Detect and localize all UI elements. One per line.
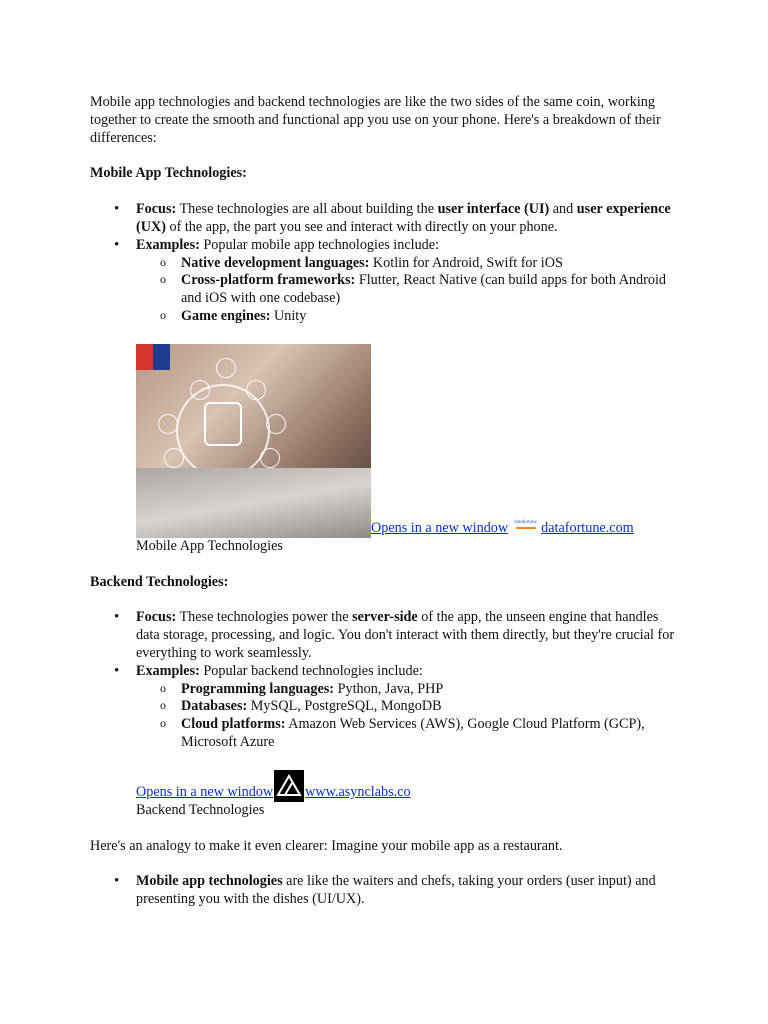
backend-caption: Backend Technologies [136,801,265,818]
mobile-heading: Mobile App Technologies: [90,165,247,182]
code-icon [216,358,236,378]
backend-image-link[interactable]: Opens in a new window [136,783,274,800]
list-item: o Cross-platform frameworks: Flutter, React Native (can build apps for both Android and iOS with one codebase) [181,272,680,308]
mobile-app-image[interactable] [136,344,371,538]
mobile-caption: Mobile App Technologies [136,537,283,554]
list-item: o Cloud platforms: Amazon Web Services (AWS), Google Cloud Platform (GCP), Microsoft Azure [181,716,680,752]
mobile-list [90,201,680,326]
document-page [90,94,680,927]
mobile-image-link[interactable]: Opens in a new window [371,519,509,536]
grid-icon [260,448,280,468]
backend-list [90,609,680,751]
analogy-item-label: Mobile app technologies [136,873,283,890]
laptop-shape [136,468,371,538]
mobile-focus-item: • Focus: These technologies are all about building the user interface (UI) and user experience (UX) of the app, the part you see and interact with directly on your phone. [136,201,680,237]
mobile-figure [90,344,680,556]
backend-focus-item: • Focus: These technologies power the server-side of the app, the unseen engine that handles data storage, processing, and logic. You don't interact with them directly, but they're crucial for everything to work seamlessly. [136,609,680,662]
backend-source-link[interactable]: www.asynclabs.co [305,783,411,800]
datafortune-logo-icon: datafortune [514,520,538,532]
mobile-examples-label: Examples: [136,236,200,253]
backend-figure [90,770,680,820]
asynclabs-logo-icon[interactable] [274,770,304,802]
list-item: o Databases: MySQL, PostgreSQL, MongoDB [181,698,680,716]
list-item: o Native development languages: Kotlin for Android, Swift for iOS [181,255,680,273]
mobile-examples-sublist [136,255,680,326]
logo-badge-icon [136,344,170,370]
intro-paragraph: Mobile app technologies and backend technologies are like the two sides of the same coin, working together to create the smooth and functional app you use on your phone. Here's a breakdown of their differences: [90,94,661,146]
mobile-examples-item: • Examples: Popular mobile app technologies include: o Native development languages: Kotlin for Android, Swift for iOS o Cross-platform frameworks: Flutter, React Native (can build apps for both Android and iOS with one codebase) o Game engines: Unity [136,237,680,326]
backend-heading: Backend Technologies: [90,573,229,590]
backend-examples-label: Examples: [136,662,200,679]
backend-examples-sublist [136,681,680,752]
backend-focus-label: Focus: [136,609,177,626]
book-icon [158,414,178,434]
list-item: o Game engines: Unity [181,308,680,326]
backend-examples-item: • Examples: Popular backend technologies include: o Programming languages: Python, Java, PHP o Databases: MySQL, PostgreSQL, MongoDB o Cloud platforms: Amazon Web Services (AWS), Google Cloud Platform (GCP), Microsoft Azure [136,663,680,752]
phone-icon [204,402,242,446]
app-icon [266,414,286,434]
python-icon [246,380,266,400]
analogy-paragraph: Here's an analogy to make it even clearer: Imagine your mobile app as a restaurant. [90,837,563,854]
analogy-list [90,873,680,909]
chat-icon [164,448,184,468]
globe-icon [190,380,210,400]
mobile-source-link[interactable]: datafortune.com [541,519,634,536]
analogy-item: • Mobile app technologies are like the waiters and chefs, taking your orders (user input) and presenting you with the dishes (UI/UX). [136,873,680,909]
mobile-focus-label: Focus: [136,201,177,218]
list-item: o Programming languages: Python, Java, PHP [181,681,680,699]
